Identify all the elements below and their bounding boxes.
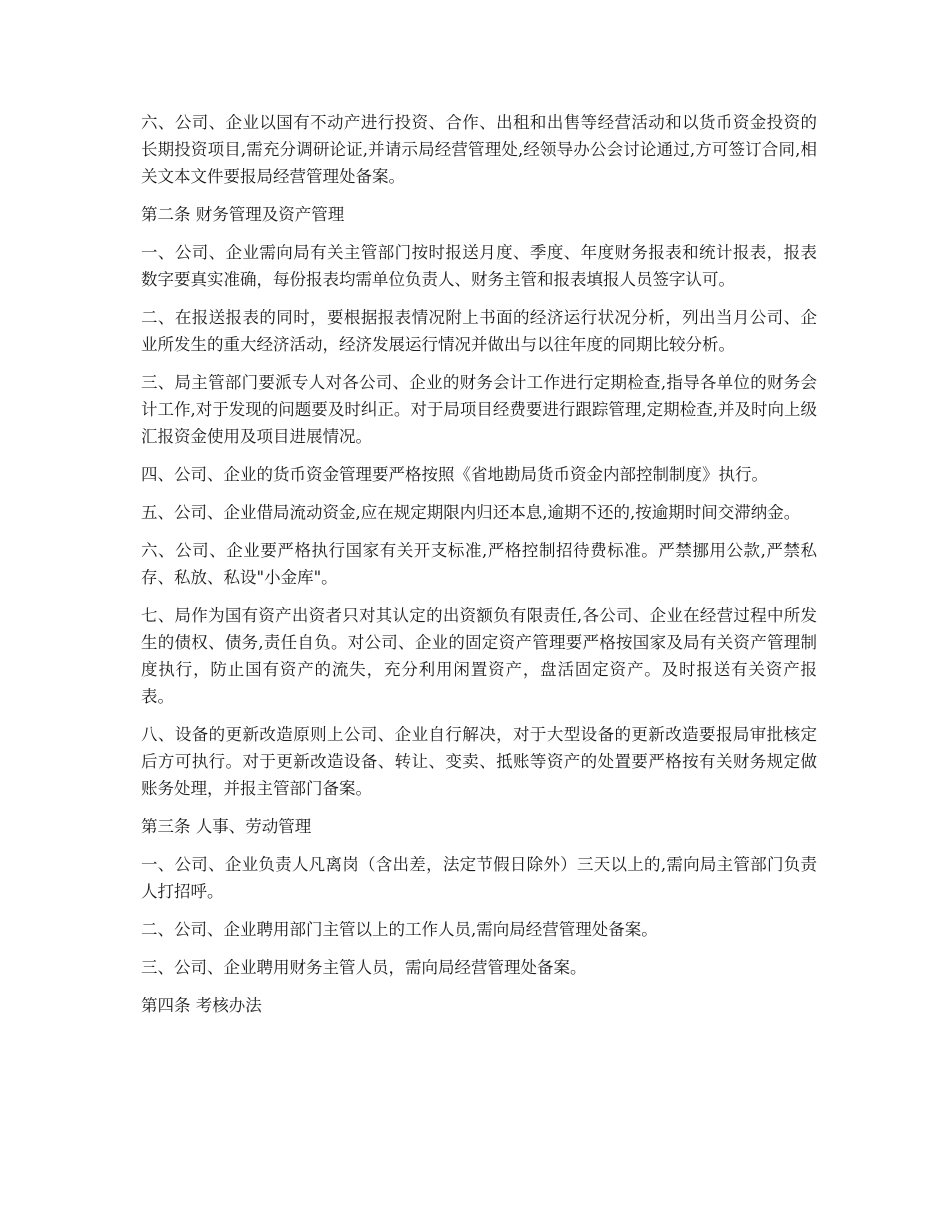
paragraph-4-cash-management: 四、公司、企业的货币资金管理要严格按照《省地勘局货币资金内部控制制度》执行。 (141, 465, 768, 484)
paragraph-5-working-capital: 五、公司、企业借局流动资金,应在规定期限内归还本息,逾期不还的,按逾期时间交滞纳金。 (141, 503, 801, 522)
article-2-heading: 第二条 财务管理及资产管理 (141, 205, 345, 224)
paragraph-1-leave-notice: 一、公司、企业负责人凡离岗（含出差，法定节假日除外）三天以上的,需向局主管部门负责人打招呼。 (141, 855, 817, 901)
paragraph-8-equipment-renewal: 八、设备的更新改造原则上公司、企业自行解决，对于大型设备的更新改造要报局审批核定后方可执行。对于更新改造设备、转让、变卖、抵账等资产的处置要严格按有关财务规定做账务处理，并报主管部门备案。 (141, 725, 817, 798)
paragraph-6-expense-standards: 六、公司、企业要严格执行国家有关开支标准,严格控制招待费标准。严禁挪用公款,严禁私存、私放、私设"小金库"。 (141, 541, 817, 587)
document-body (141, 109, 817, 1030)
paragraph-2-hiring-managers: 二、公司、企业聘用部门主管以上的工作人员,需向局经营管理处备案。 (141, 920, 658, 939)
paragraph-1-reporting: 一、公司、企业需向局有关主管部门按时报送月度、季度、年度财务报表和统计报表，报表数字要真实准确，每份报表均需单位负责人、财务主管和报表填报人员签字认可。 (141, 243, 817, 289)
paragraph-3-inspection: 三、局主管部门要派专人对各公司、企业的财务会计工作进行定期检查,指导各单位的财务会计工作,对于发现的问题要及时纠正。对于局项目经费要进行跟踪管理,定期检查,并及时向上级汇报资金使用及项目进展情况。 (141, 373, 817, 446)
article-3-heading: 第三条 人事、劳动管理 (141, 817, 312, 836)
paragraph-6-real-estate-investment: 六、公司、企业以国有不动产进行投资、合作、出租和出售等经营活动和以货币资金投资的长期投资项目,需充分调研论证,并请示局经营管理处,经领导办公会讨论通过,方可签订合同,相关文本文件要报局经营管理处备案。 (141, 113, 817, 186)
paragraph-2-analysis: 二、在报送报表的同时，要根据报表情况附上书面的经济运行状况分析，列出当月公司、企业所发生的重大经济活动，经济发展运行情况并做出与以往年度的同期比较分析。 (141, 308, 817, 354)
paragraph-7-asset-responsibility: 七、局作为国有资产出资者只对其认定的出资额负有限责任,各公司、企业在经营过程中所发生的债权、债务,责任自负。对公司、企业的固定资产管理要严格按国家及局有关资产管理制度执行，防止国有资产的流失，充分利用闲置资产，盘活固定资产。及时报送有关资产报表。 (141, 606, 817, 706)
paragraph-3-hiring-finance: 三、公司、企业聘用财务主管人员，需向局经营管理处备案。 (141, 958, 587, 977)
article-4-heading: 第四条 考核办法 (141, 996, 262, 1015)
